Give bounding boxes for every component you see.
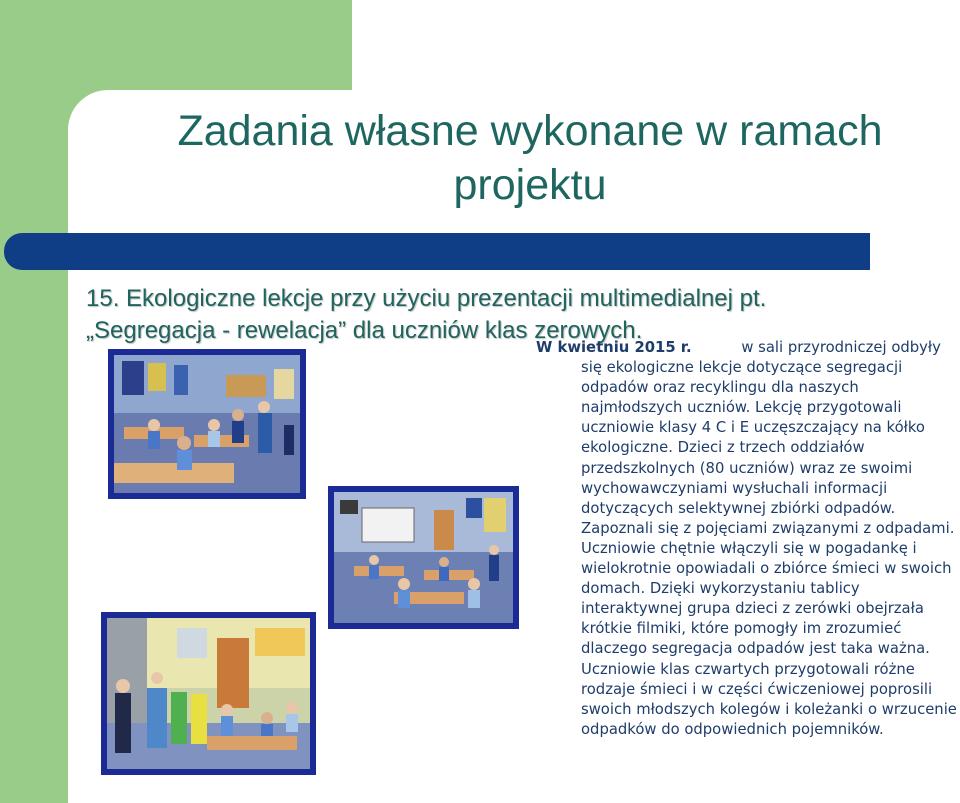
slide-title-line-2: projektu	[453, 161, 607, 209]
classroom-photo-2	[328, 486, 519, 629]
subtitle-line-1: 15. Ekologiczne lekcje przy użyciu prezentacji multimedialnej pt.	[86, 285, 767, 312]
description-text	[536, 338, 959, 740]
slide-title-line-1: Zadania własne wykonane w ramach	[177, 107, 883, 155]
title-accent-bar	[4, 233, 870, 270]
classroom-photo-3	[101, 612, 316, 775]
classroom-photo-3-image	[107, 618, 310, 769]
description-lead: W kwietniu 2015 r.	[536, 339, 692, 356]
subtitle-line-2: „Segregacja - rewelacja” dla uczniów klas zerowych.	[86, 317, 643, 344]
description-body: w sali przyrodniczej odbyły się ekologiczne lekcje dotyczące segregacji odpadów oraz recyklingu dla naszych najmłodszych uczniów. Lekcję przygotowali uczniowie klasy 4 C i E uczęszczający na kółko ekologiczne. Dzieci z trzech oddziałów przedszkolnych (80 uczniów) wraz ze swoimi wychowawczyniami wysłuchali informacji dotyczących selektywnej zbiórki odpadów. Zapoznali się z pojęciami związanymi z odpadami. Uczniowie chętnie włączyli się w pogadankę i wielokrotnie opowiadali o zbiórce śmieci w swoich domach. Dzięki wykorzystaniu tablicy interaktywnej grupa dzieci z zerówki obejrzała krótkie filmiki, które pomogły im zrozumieć dlaczego segregacja odpadów jest taka ważna. Uczniowie klas czwartych przygotowali różne rodzaje śmieci i w części ćwiczeniowej poprosili swoich młodszych kolegów i koleżanki o wrzucenie odpadków do odpowiednich pojemników.	[581, 339, 957, 738]
classroom-photo-1	[108, 349, 306, 499]
classroom-photo-2-image	[334, 492, 513, 623]
slide-title	[100, 104, 960, 212]
classroom-photo-1-image	[114, 355, 300, 493]
